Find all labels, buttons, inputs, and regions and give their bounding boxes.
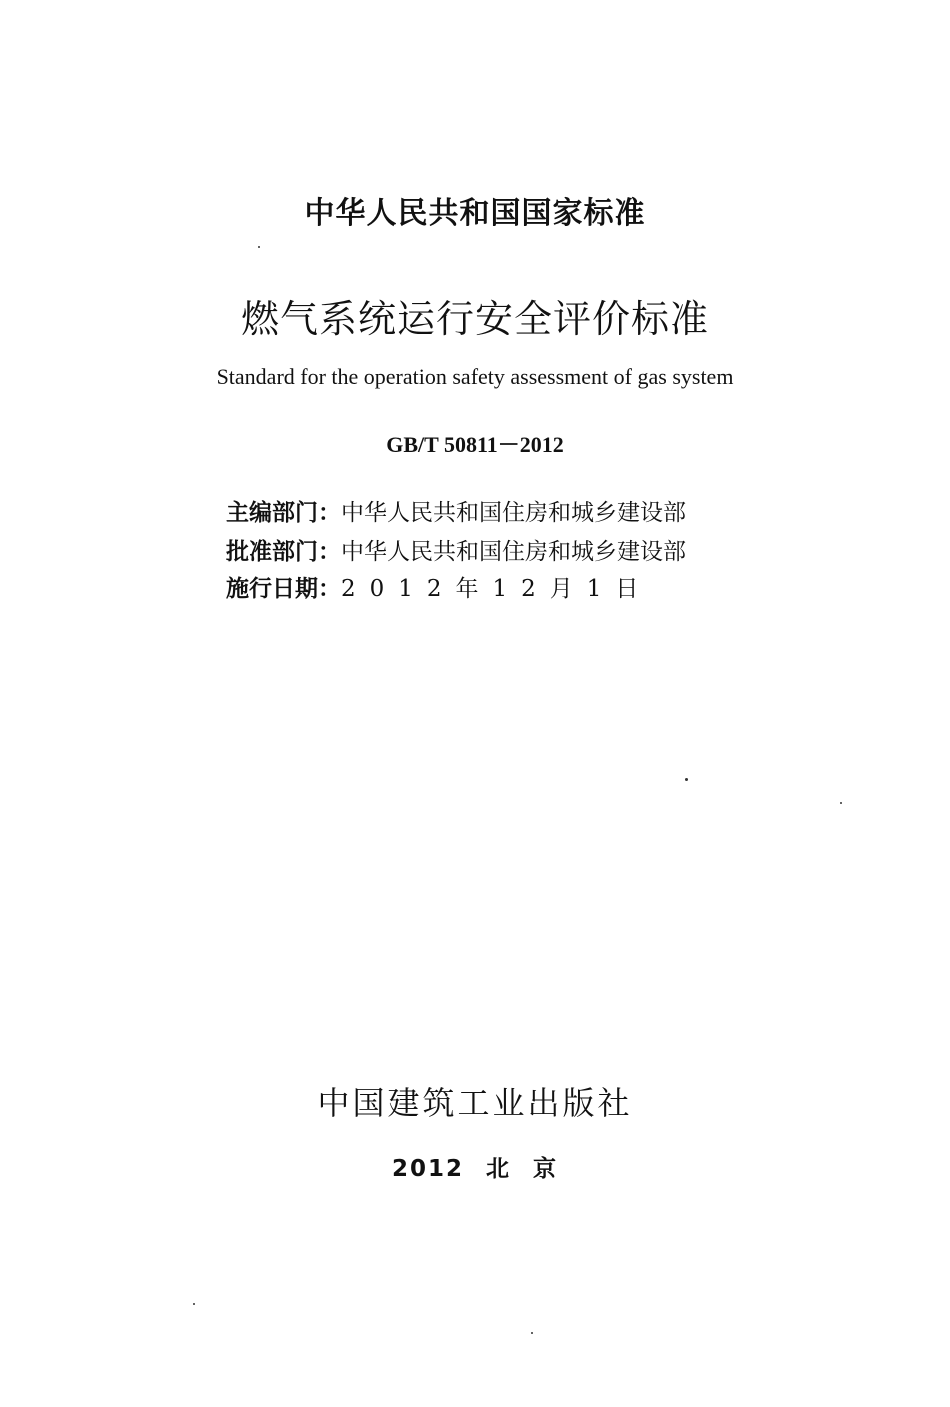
effective-date-label: 施行日期： xyxy=(226,576,341,602)
scan-speck xyxy=(193,1303,195,1305)
standard-code: GB/T 50811－2012 xyxy=(386,432,564,457)
document-title-english: Standard for the operation safety assessment of gas system xyxy=(216,364,734,389)
document-title-chinese: 燃气系统运行安全评价标准 xyxy=(240,297,709,341)
editor-department-row xyxy=(226,494,786,527)
editor-department-value: 中华人民共和国住房和城乡建设部 xyxy=(341,500,686,526)
scan-speck xyxy=(531,1332,533,1334)
publication-year-place: 2012 北 京 xyxy=(391,1156,559,1182)
approver-department-label: 批准部门： xyxy=(226,539,341,565)
publisher-name: 中国建筑工业出版社 xyxy=(317,1084,633,1122)
scan-speck xyxy=(258,246,260,248)
editor-department-label: 主编部门： xyxy=(226,500,341,526)
approver-department-value: 中华人民共和国住房和城乡建设部 xyxy=(341,539,686,565)
effective-date-value: 2012年12月1日 xyxy=(341,576,653,602)
approver-department-row xyxy=(226,533,786,566)
national-standard-heading: 中华人民共和国国家标准 xyxy=(304,196,646,231)
scan-speck xyxy=(840,802,842,804)
effective-date-row xyxy=(226,570,786,603)
scan-speck xyxy=(685,778,688,781)
